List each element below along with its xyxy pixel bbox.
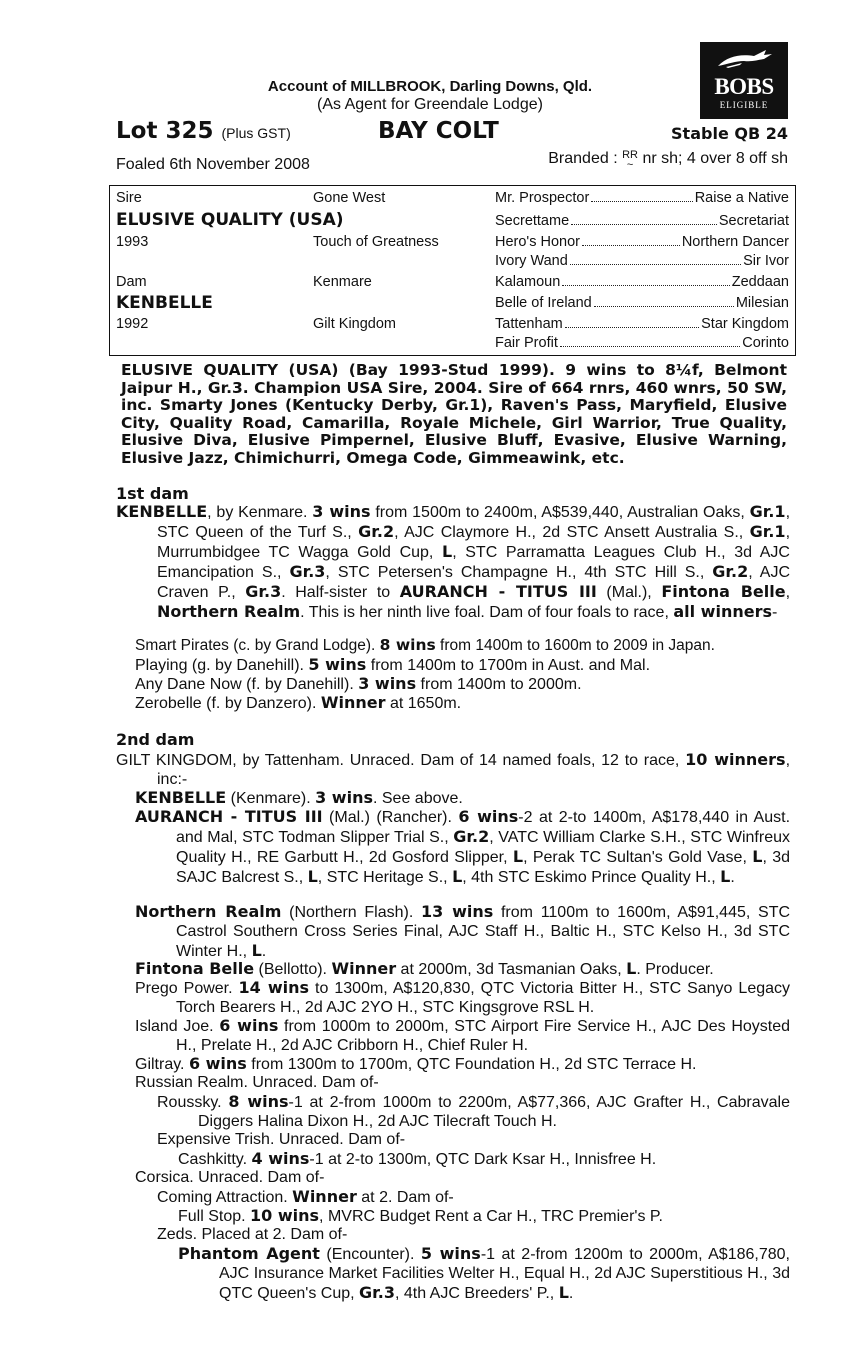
sire-label: Sire (116, 190, 142, 206)
bobs-eligible-logo (700, 42, 788, 119)
progeny-item: Smart Pirates (c. by Grand Lodge). 8 wins from 1400m to 1600m to 2009 in Japan. (135, 636, 715, 654)
horse-icon (714, 48, 774, 72)
pedigree-row: Tattenham Star Kingdom (495, 316, 789, 332)
progeny-item: Expensive Trish. Unraced. Dam of- (157, 1131, 406, 1148)
second-dam-heading: 2nd dam (116, 730, 195, 749)
branded-info: Branded : RR ~ nr sh; 4 over 8 off sh (548, 149, 788, 171)
pedigree-row: Ivory Wand Sir Ivor (495, 253, 789, 269)
progeny-item: Russian Realm. Unraced. Dam of- (135, 1074, 379, 1091)
progeny-item: KENBELLE (Kenmare). 3 wins. See above. (135, 788, 463, 807)
progeny-item: Island Joe. 6 wins from 1000m to 2000m, STC Airport Fire Service H., AJC Des Hoysted H., Prelate H., 2d AJC Cribborn H., Chief Ruler H. (135, 1016, 791, 1054)
pedigree-row: Mr. Prospector Raise a Native (495, 190, 789, 206)
first-dam-heading: 1st dam (116, 484, 189, 503)
progeny-item: Playing (g. by Danehill). 5 wins from 1400m to 1700m in Aust. and Mal. (135, 655, 651, 674)
progeny-item: Roussky. 8 wins-1 at 2-from 1000m to 2200m, A$77,366, AJC Grafter H., Cabravale Diggers Halina Dixon H., 2d AJC Tilecraft Touch H. (157, 1092, 790, 1130)
progeny-item: Giltray. 6 wins from 1300m to 1700m, QTC Foundation H., 2d STC Terrace H. (135, 1054, 697, 1073)
foaled-date: Foaled 6th November 2008 (116, 156, 310, 173)
progeny-item: Zerobelle (f. by Danzero). Winner at 1650m. (135, 693, 462, 712)
progeny-item: Northern Realm (Northern Flash). 13 wins from 1100m to 1600m, A$91,445, STC Castrol Southern Cross Series Final, AJC Staff H., Baltic H., STC Kelso H., 3d STC Winter H., L. (135, 902, 791, 960)
pedigree-row: Hero's Honor Northern Dancer (495, 234, 789, 250)
dam-label: Dam (116, 274, 147, 290)
sire-year: 1993 (116, 234, 149, 250)
vendor-agent: (As Agent for Greendale Lodge) (317, 96, 543, 113)
sire-notes: ELUSIVE QUALITY (USA) (Bay 1993-Stud 1999). 9 wins to 8¼f, Belmont Jaipur H., Gr.3. Champion USA Sire, 2004. Sire of 664 rnrs, 460 wnrs, 50 SW, inc. Smarty Jones (Kentucky Derby, Gr.1), Raven's Pass, Maryfield, Elusive City, Quality Road, Camarilla, Royale Michele, Girl Warrior, True Quality, Elusive Diva, Elusive Pimpernel, Elusive Bluff, Evasive, Elusive Warning, Elusive Jazz, Chimichurri, Omega Code, Gimmeawink, etc. (121, 361, 787, 467)
stable-number: Stable QB 24 (671, 124, 788, 143)
sire-sire: Gone West (313, 190, 386, 206)
dam-sire: Kenmare (313, 274, 372, 290)
pedigree-row: Fair Profit Corinto (495, 335, 789, 351)
progeny-item: Fintona Belle (Bellotto). Winner at 2000m, 3d Tasmanian Oaks, L. Producer. (135, 959, 714, 978)
pedigree-table (109, 185, 796, 356)
dam-dam: Gilt Kingdom (313, 316, 397, 332)
horse-title: BAY COLT (378, 118, 499, 144)
progeny-item: Cashkitty. 4 wins-1 at 2-to 1300m, QTC Dark Ksar H., Innisfree H. (178, 1149, 657, 1168)
dam-name: KENBELLE (116, 293, 213, 313)
second-dam-intro: GILT KINGDOM, by Tattenham. Unraced. Dam of 14 named foals, 12 to race, 10 winners, inc:- (116, 750, 791, 788)
pedigree-row: Secrettame Secretariat (495, 213, 789, 229)
sire-name: ELUSIVE QUALITY (USA) (116, 210, 344, 230)
vendor-account: Account of MILLBROOK, Darling Downs, Qld. (267, 78, 593, 95)
progeny-item: Corsica. Unraced. Dam of- (135, 1169, 325, 1186)
first-dam-paragraph: KENBELLE, by Kenmare. 3 wins from 1500m to 2400m, A$539,440, Australian Oaks, Gr.1, STC Queen of the Turf S., Gr.2, AJC Claymore H., 2d STC Ansett Australia S., Gr.1, Murrumbidgee TC Wagga Gold Cup, L, STC Parramatta Leagues Club H., 3d AJC Emancipation S., Gr.3, STC Petersen's Champagne H., 4th STC Hill S., Gr.2, AJC Craven P., Gr.3. Half-sister to AURANCH - TITUS III (Mal.), Fintona Belle, Northern Realm. This is her ninth live foal. Dam of four foals to race, all winners- (116, 502, 791, 621)
plus-gst: (Plus GST) (221, 125, 291, 141)
progeny-item: Zeds. Placed at 2. Dam of- (157, 1226, 348, 1243)
progeny-item: Coming Attraction. Winner at 2. Dam of- (157, 1187, 454, 1206)
lot-number: Lot 325 (Plus GST) (116, 118, 291, 144)
progeny-item: AURANCH - TITUS III (Mal.) (Rancher). 6 wins-2 at 2-to 1400m, A$178,440 in Aust. and Mal, STC Todman Slipper Trial S., Gr.2, VATC William Clarke S.H., STC Winfreux Quality H., RE Garbutt H., 2d Gosford Slipper, L, Perak TC Sultan's Gold Vase, L, 3d SAJC Balcrest S., L, STC Heritage S., L, 4th STC Eskimo Prince Quality H., L. (135, 807, 791, 886)
progeny-item: Prego Power. 14 wins to 1300m, A$120,830, QTC Victoria Bitter H., STC Sanyo Legacy Torch Bearers H., 2d AJC 2YO H., STC Kingsgrove RSL H. (135, 978, 791, 1016)
progeny-item: Any Dane Now (f. by Danehill). 3 wins from 1400m to 2000m. (135, 674, 582, 693)
pedigree-row: Kalamoun Zeddaan (495, 274, 789, 290)
pedigree-row: Belle of Ireland Milesian (495, 295, 789, 311)
progeny-item: Full Stop. 10 wins, MVRC Budget Rent a Car H., TRC Premier's P. (178, 1206, 663, 1225)
dam-year: 1992 (116, 316, 149, 332)
progeny-item: Phantom Agent (Encounter). 5 wins-1 at 2-from 1200m to 2000m, A$186,780, AJC Insurance Market Facilities Welter H., Equal H., 2d AJC Superstitious H., 3d QTC Queen's Cup, Gr.3, 4th AJC Breeders' P., L. (178, 1244, 790, 1302)
logo-main-text: BOBS (714, 74, 774, 99)
brand-mark-icon: RR ~ (622, 149, 638, 171)
logo-sub-text: ELIGIBLE (719, 100, 769, 110)
sire-dam: Touch of Greatness (313, 234, 439, 250)
